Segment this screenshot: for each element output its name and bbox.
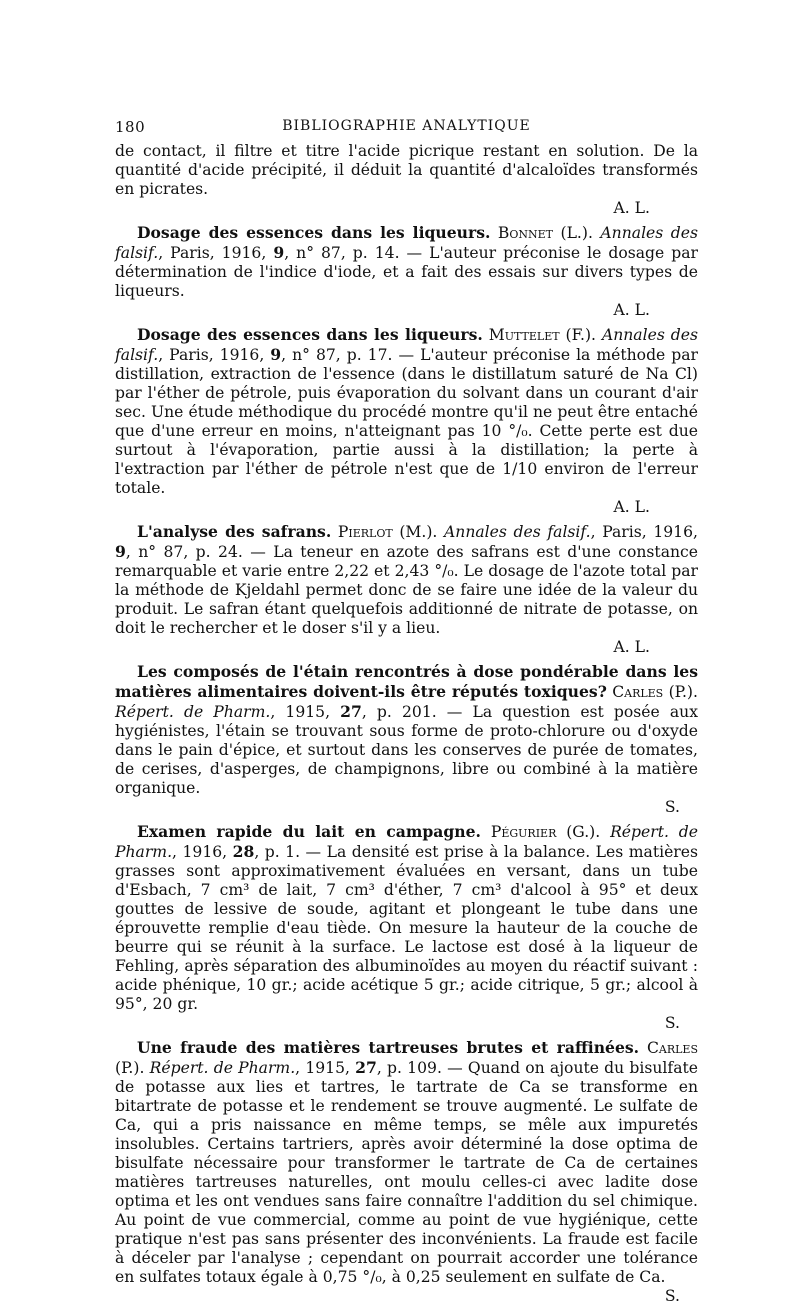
abstract-paragraph xyxy=(115,522,698,638)
abstract-volume: 9 xyxy=(115,542,126,561)
abstract-title: L'analyse des safrans. xyxy=(137,522,332,541)
abstract-author: Pégurier (G.). xyxy=(490,823,601,841)
continuation-paragraph xyxy=(115,142,698,218)
abstract-journal: Répert. de Pharm. xyxy=(115,823,698,861)
abstract-body: Quand on ajoute du bisulfate de potasse aux lies et tartres, le tartrate de Ca se transforme en bitartrate de potasse et le rendement se trouve augmenté. Le sulfate de Ca, qui a pris naissance en même temps, se mêle aux impuretés insolubles. Certains tartriers, après avoir déterminé la dose optima de bisulfate nécessaire pour transformer le tartrate de Ca de certaines matières tartreuses naturelles, ont moulu celles-ci avec ladite dose optima et les ont vendues sans faire connaître l'addition du sel chimique. Au point de vue commercial, comme au point de vue hygiénique, cette pratique n'est pas sans présenter des inconvénients. La fraude est facile à déceler par l'analyse ; cependant on pourrait accorder une tolérance en sulfates totaux égale à 0,75 °/₀, à 0,25 seulement en sulfate de Ca. xyxy=(115,1059,698,1286)
abstract-entry xyxy=(115,662,698,817)
abstract-journal: Annales des falsif. xyxy=(115,326,698,364)
page-number: 180 xyxy=(115,118,146,136)
abstract-signature: A. L. xyxy=(613,498,650,516)
abstract-paragraph xyxy=(115,662,698,798)
abstract-body: L'auteur préconise la méthode par distillation, extraction de l'essence (dans le distillatum saturé de Na Cl) par l'éther de pétrole, puis évaporation du solvant dans un courant d'air sec. Une étude méthodique du procédé montre qu'il ne peut être entaché que d'une erreur en moins, n'atteignant pas 10 °/₀. Cette perte est due surtout à l'évaporation, partie aussi à la distillation; la perte à l'extraction par l'éther de pétrole n'est que de 1/10 environ de l'erreur totale. xyxy=(115,346,699,497)
abstract-journal: Annales des falsif. xyxy=(115,224,698,262)
abstract-ref: , Paris, 1916, xyxy=(158,346,271,364)
abstract-ref-tail: , p. 201. — xyxy=(361,703,473,721)
abstract-ref-tail: , n° 87, p. 17. — xyxy=(281,346,421,364)
abstract-ref-tail: , p. 1. — xyxy=(254,843,327,861)
abstract-volume: 9 xyxy=(273,243,285,262)
document-page xyxy=(115,118,698,1306)
abstract-signature: S. xyxy=(664,798,680,816)
abstract-ref: , Paris, 1916, xyxy=(158,244,274,262)
abstract-body: La teneur en azote des safrans est d'une constance remarquable et varie entre 2,22 et 2,43 °/₀. Le dosage de l'azote total par la méthode de Kjeldahl permet donc de se faire une idée de la valeur du produit. Le safran étant quelquefois additionné de nitrate de potasse, on doit le rechercher et le doser s'il y a lieu. xyxy=(115,543,698,637)
abstract-author: Pierlot (M.). xyxy=(337,523,438,541)
abstract-author: Bonnet (L.). xyxy=(497,224,593,242)
abstract-ref-tail: , n° 87, p. 14. — xyxy=(284,244,430,262)
continuation-signature: A. L. xyxy=(613,199,650,217)
abstract-entry xyxy=(115,522,698,657)
abstract-signature: S. xyxy=(664,1287,680,1305)
abstract-volume: 28 xyxy=(232,842,255,861)
page-header xyxy=(115,118,698,142)
abstract-volume: 27 xyxy=(355,1058,377,1077)
abstract-journal: Répert. de Pharm. xyxy=(149,1059,296,1077)
abstract-entry xyxy=(115,325,698,517)
abstract-journal: Annales des falsif. xyxy=(444,523,591,541)
abstract-paragraph xyxy=(115,822,698,1014)
abstract-title: Les composés de l'étain rencontrés à dose pondérable dans les matières alimentaires doivent-ils être réputés toxiques? xyxy=(115,662,698,701)
abstract-entry xyxy=(115,1038,698,1306)
abstract-paragraph xyxy=(115,325,698,498)
abstract-volume: 9 xyxy=(270,345,282,364)
abstract-volume: 27 xyxy=(340,702,362,721)
abstract-title: Examen rapide du lait en campagne. xyxy=(137,822,481,841)
abstract-body: La densité est prise à la balance. Les matières grasses sont approximativement évaluées en versant, dans un tube d'Esbach, 7 cm³ de lait, 7 cm³ d'éther, 7 cm³ d'alcool à 95° et deux gouttes de lessive de soude, agitant et plongeant le tube dans une éprouvette remplie d'eau tiède. On mesure la hauteur de la couche de beurre qui se réunit à la surface. Le lactose est dosé à la liqueur de Fehling, après séparation des albuminoïdes au moyen du réactif suivant : acide phénique, 10 gr.; acide acétique 5 gr.; acide citrique, 5 gr.; alcool à 95°, 20 gr. xyxy=(115,843,698,1013)
abstract-author: Carles (P.). xyxy=(115,1039,698,1077)
abstract-author: Muttelet (F.). xyxy=(488,326,596,344)
abstract-journal: Répert. de Pharm. xyxy=(115,703,271,721)
abstract-ref: , 1915, xyxy=(270,703,341,721)
abstract-body: L'auteur préconise le dosage par détermination de l'indice d'iode, et a fait des essais sur divers types de liqueurs. xyxy=(115,244,699,300)
abstract-entry xyxy=(115,822,698,1033)
abstract-ref-tail: , p. 109. — xyxy=(376,1059,468,1077)
abstract-ref-tail: , n° 87, p. 24. — xyxy=(125,543,274,561)
abstract-signature: S. xyxy=(664,1014,680,1032)
abstract-title: Une fraude des matières tartreuses brutes et raffinées. xyxy=(137,1038,640,1057)
abstract-body: La question est posée aux hygiénistes, l'étain se trouvant sous forme de proto-chlorure ou d'oxyde dans le pain d'épice, et surtout dans les conserves de purée de tomates, de cerises, d'asperges, de champignons, libre ou combiné à la matière organique. xyxy=(115,703,699,797)
continuation-text: de contact, il filtre et titre l'acide picrique restant en solution. De la quantité d'acide précipité, il déduit la quantité d'alcaloïdes transformés en picrates. xyxy=(115,142,698,198)
abstract-paragraph xyxy=(115,1038,698,1287)
abstract-author: Carles (P.). xyxy=(612,683,698,701)
abstract-title: Dosage des essences dans les liqueurs. xyxy=(137,325,483,344)
abstract-title: Dosage des essences dans les liqueurs. xyxy=(137,223,491,242)
abstract-ref: , 1916, xyxy=(172,843,233,861)
abstract-paragraph xyxy=(115,223,698,301)
abstract-ref: , Paris, 1916, xyxy=(590,523,698,541)
running-title: BIBLIOGRAPHIE ANALYTIQUE xyxy=(282,118,531,134)
abstract-signature: A. L. xyxy=(613,301,650,319)
abstract-entry xyxy=(115,223,698,320)
abstract-ref: , 1915, xyxy=(295,1059,356,1077)
abstract-signature: A. L. xyxy=(613,638,650,656)
